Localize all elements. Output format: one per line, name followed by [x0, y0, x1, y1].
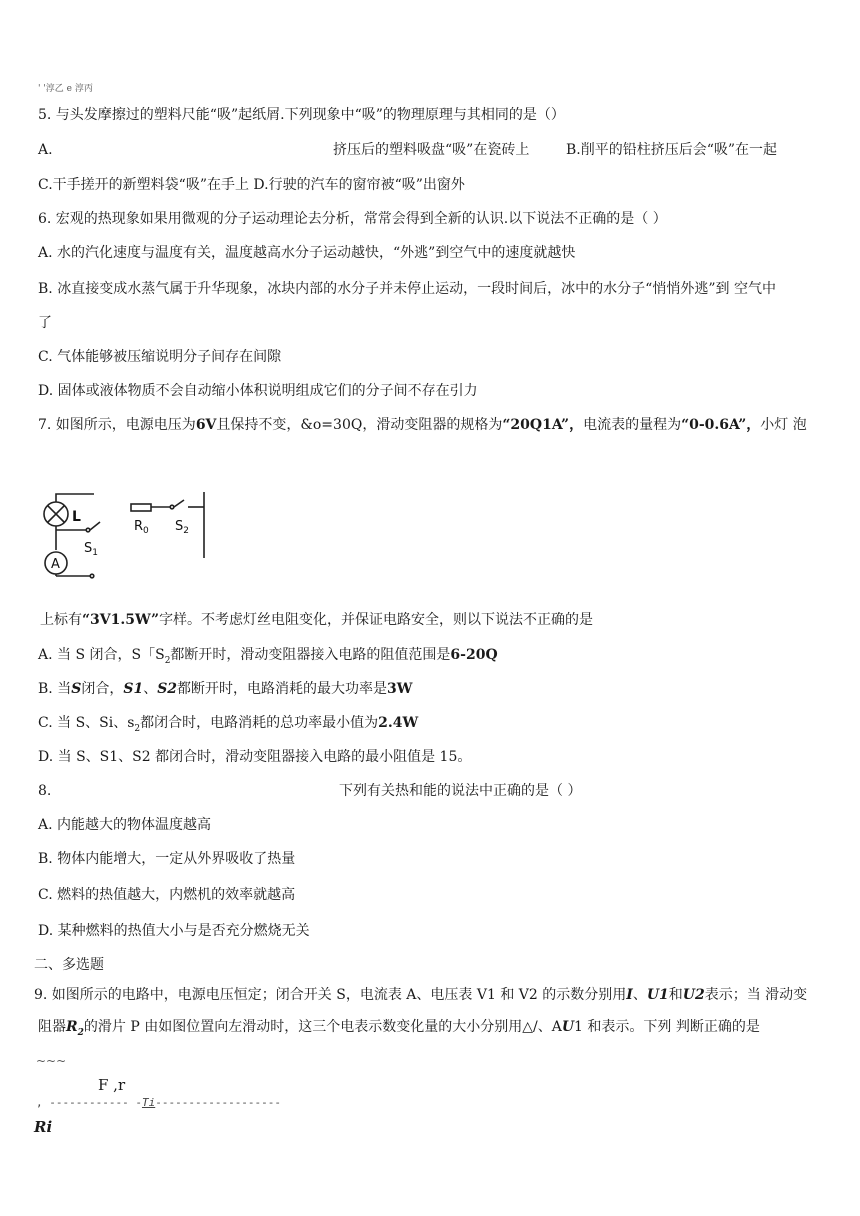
q8-number: 8. [38, 783, 52, 799]
q7-option-c-mid: 都闭合时，电路消耗的总功率最小值为 [140, 715, 379, 731]
q9-r2-sub: 2 [77, 1027, 84, 1038]
q7-stem-cont [40, 611, 593, 629]
q7-switch-s2-sub: 2 [183, 526, 189, 536]
q9-line2-a: 阻器 [38, 1019, 66, 1035]
q5-option-a-label: A. [38, 142, 53, 158]
q5-option-a-text: 挤压后的塑料吸盘“吸”在瓷砖上 [333, 142, 530, 158]
q9-fragment-3 [36, 1094, 281, 1112]
q7-option-b [38, 680, 413, 698]
q7-stem-c: 电流表的量程为 [583, 417, 682, 433]
q5-option-b: B.削平的铅柱挤压后会“吸”在一起 [566, 142, 778, 158]
q9-fragment-2: F ,r [98, 1076, 126, 1094]
q7-option-a-sub: 2 [164, 655, 171, 666]
q7-stem-d: 小灯 泡 [760, 417, 807, 433]
q9-r2-symbol: R [66, 1019, 78, 1035]
q7-option-b-s2: S2 [157, 681, 178, 697]
q6-stem: 6. 宏观的热现象如果用微观的分子运动理论去分析，常常会得到全新的认识.以下说法不正确的是（ ） [38, 211, 667, 227]
q9-current-symbol: I [626, 987, 633, 1003]
q7-option-b-s: S [71, 681, 82, 697]
q5-option-cd: C.干手搓开的新塑料袋“吸”在手上 D.行驶的汽车的窗帘被“吸”出窗外 [38, 177, 465, 193]
q9-line1-b: 表示；当 滑动变 [704, 987, 808, 1003]
q7-stem-a: 7. 如图所示，电源电压为 [38, 417, 196, 433]
q9-u-symbol: U [561, 1019, 575, 1035]
q8-option-d: D. 某种燃料的热值大小与是否充分燃烧无关 [38, 923, 310, 939]
q9-fragment-3b: ------------------- [155, 1096, 282, 1109]
q8-option-a: A. 内能越大的物体温度越高 [38, 817, 212, 833]
q7-option-b-sep: 、 [143, 681, 158, 697]
q9-fragment-1: ~~~ [36, 1054, 67, 1068]
q7-option-b-s1: S1 [123, 681, 144, 697]
q6-option-b: B. 冰直接变成水蒸气属于升华现象，冰块内部的水分子并未停止运动，一段时间后，冰中的水分子“悄悄外逃”到 空气中 [38, 281, 776, 297]
q9-fragment-4: Ri [34, 1118, 53, 1136]
q7-lamp-label: L [72, 509, 81, 525]
q7-option-b-val: 3W [387, 681, 413, 697]
svg-text:S1 [84, 541, 98, 558]
section-heading: 二、多选题 [34, 957, 104, 973]
q7-option-d: D. 当 S、S1、S2 都闭合时，滑动变阻器接入电路的最小阻值是 15。 [38, 749, 472, 765]
q7-r0-sub: 0 [143, 526, 149, 536]
q7-option-a-pre: A. 当 S 闭合，S「S [38, 647, 165, 663]
q7-ammeter-label: A [51, 557, 60, 572]
q7-option-a [38, 646, 498, 670]
q8-option-c: C. 燃料的热值越大，内燃机的效率就越高 [38, 887, 296, 903]
q9-line2-c: 1 和表示。下列 判断正确的是 [574, 1019, 760, 1035]
q7-option-a-post: 都断开时，滑动变阻器接入电路的阻值范围是 [170, 647, 451, 663]
q9-fragment-3u: Ti [141, 1096, 156, 1109]
q7-cont-a: 上标有 [40, 612, 82, 628]
q7-switch-s2-label: S [175, 519, 184, 534]
q6-option-b-cont: 了 [38, 315, 52, 331]
q9-line1-sep: 、 [632, 987, 647, 1003]
svg-text:R0 [134, 519, 149, 536]
q7-option-c-pre: C. 当 S、Si、s [38, 715, 135, 731]
q7-lamp-spec: “3V1.5W” [82, 612, 160, 628]
q7-stem [38, 416, 807, 434]
q7-voltage: 6V [195, 417, 217, 433]
q9-line1-and: 和 [668, 987, 683, 1003]
q7-rheostat-spec: “20Q1A”， [502, 417, 584, 433]
q7-option-b-pre: B. 当 [38, 681, 72, 697]
q9-fragment-3a: , ------------ - [36, 1096, 142, 1109]
q9-u2-symbol: U2 [682, 987, 705, 1003]
q7-switch-s1-sub: 1 [92, 548, 98, 558]
q7-option-c [38, 714, 418, 738]
q7-cont-b: 字样。不考虑灯丝电阻变化，并保证电路安全，则以下说法不正确的是 [159, 612, 594, 628]
q7-stem-b: 且保持不变，&o=30Q，滑动变阻器的规格为 [216, 417, 503, 433]
q7-switch-s1-label: S [84, 541, 93, 556]
q9-line1 [34, 986, 807, 1004]
q7-r0-label: R [134, 519, 144, 534]
q7-circuit-diagram [38, 486, 238, 576]
q7-ammeter-range: “0-0.6A”， [681, 417, 761, 433]
q7-option-c-sub: 2 [134, 723, 141, 734]
q8-stem: 下列有关热和能的说法中正确的是（ ） [339, 783, 582, 799]
q7-option-b-mid2: 都断开时，电路消耗的最大功率是 [177, 681, 388, 697]
q7-option-a-val: 6-20Q [450, 647, 498, 663]
q6-option-a: A. 水的汽化速度与温度有关，温度越高水分子运动越快，“外逃”到空气中的速度就越快 [38, 245, 576, 261]
q6-option-d: D. 固体或液体物质不会自动缩小体积说明组成它们的分子间不存在引力 [38, 383, 478, 399]
q9-line2-b: 的滑片 P 由如图位置向左滑动时，这三个电表示数变化量的大小分别用△/、A [83, 1019, 562, 1035]
q9-line1-a: 9. 如图所示的电路中，电源电压恒定；闭合开关 S，电流表 A、电压表 V1 和 V2 的示数分别用 [34, 987, 627, 1003]
q7-option-c-val: 2.4W [378, 715, 419, 731]
q9-u1-symbol: U1 [646, 987, 669, 1003]
q8-option-b: B. 物体内能增大，一定从外界吸收了热量 [38, 851, 296, 867]
header-fragment: ' '淳乙 e 淳丙 [38, 84, 93, 94]
q9-line2 [38, 1018, 760, 1042]
svg-text:S2 [175, 519, 189, 536]
q6-option-c: C. 气体能够被压缩说明分子间存在间隙 [38, 349, 282, 365]
q5-stem: 5. 与头发摩擦过的塑料尺能“吸”起纸屑.下列现象中“吸”的物理原理与其相同的是（） [38, 107, 565, 123]
q7-option-b-mid1: 闭合， [81, 681, 124, 697]
